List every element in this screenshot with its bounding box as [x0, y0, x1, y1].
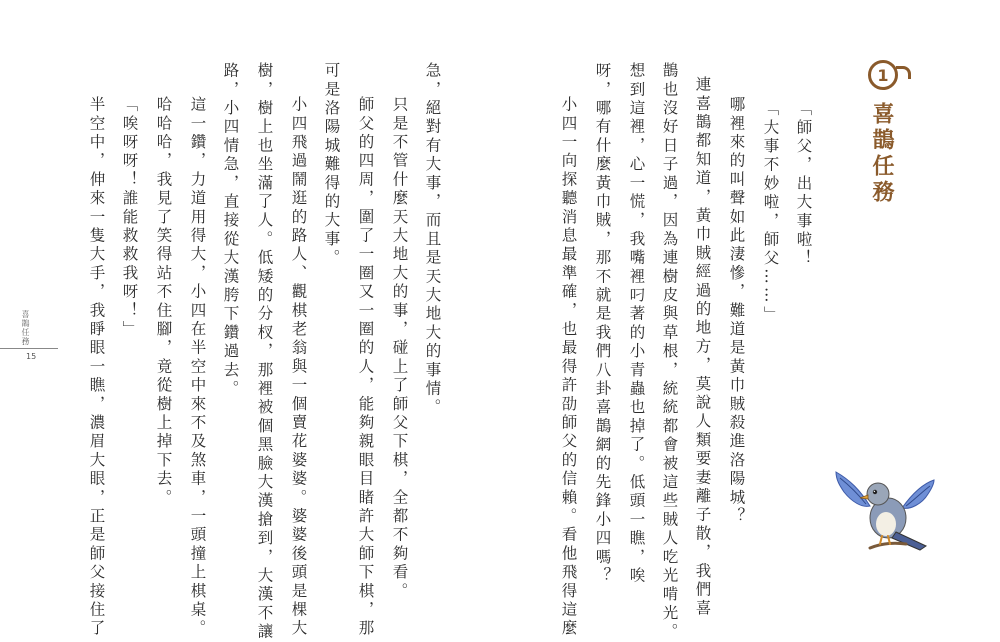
- text-column: 「大事不妙啦，師父……」: [761, 100, 780, 325]
- magpie-illustration: [830, 462, 942, 554]
- text-column: 樹，樹上也坐滿了人。低矮的分杈，那裡被個黑臉大漢搶到，大漢不讓: [255, 62, 274, 642]
- text-column: 師父的四周，圍了一圈又一圈的人，能夠親眼目睹許大師下棋，那: [356, 96, 375, 639]
- badge-tail: [896, 66, 911, 79]
- text-column: 路，小四情急，直接從大漢胯下鑽過去。: [221, 62, 240, 399]
- chapter-number-badge: 1: [868, 60, 898, 90]
- text-column: 連喜鵲都知道，黃巾賊經過的地方，莫說人類要妻離子散，我們喜: [693, 76, 712, 619]
- text-column: 急，絕對有大事，而且是天大地大的事情。: [423, 62, 442, 418]
- text-column: 小四一向探聽消息最準確，也最得許劭師父的信賴。看他飛得這麼: [559, 96, 578, 639]
- text-column: 半空中，伸來一隻大手，我睜眼一瞧，濃眉大眼，正是師父接住了: [87, 96, 106, 639]
- page-number: 15: [26, 352, 37, 361]
- text-column: 想到這裡，心一慌，我嘴裡叼著的小青蟲也掉了。低頭一瞧，唉: [627, 62, 646, 586]
- text-column: 呀，哪有什麼黃巾賊，那不就是我們八卦喜鵲網的先鋒小四嗎？: [593, 62, 612, 586]
- text-column: 可是洛陽城難得的大事。: [322, 62, 341, 268]
- text-column: 這一鑽，力道用得大，小四在半空中來不及煞車，一頭撞上棋桌。: [188, 96, 207, 639]
- text-column: 鵲也沒好日子過，因為連樹皮與草根，統統都會被這些賊人吃光啃光。: [660, 62, 679, 642]
- folio-divider: [0, 348, 58, 349]
- text-column: 只是不管什麼天大地大的事，碰上了師父下棋，全都不夠看。: [390, 96, 409, 601]
- text-column: 哈哈哈，我見了笑得站不住腳，竟從樹上掉下去。: [154, 96, 173, 508]
- chapter-title: 喜鵲任務: [869, 102, 894, 206]
- text-column: 小四飛過鬧逛的路人、觀棋老翁與一個賣花婆婆。婆婆後頭是棵大: [289, 96, 308, 639]
- text-column: 「唉呀呀！誰能救救我呀！」: [120, 96, 139, 340]
- text-column: 哪裡來的叫聲如此淒慘，難道是黃巾賊殺進洛陽城？: [727, 96, 746, 527]
- text-column: 「師父，出大事啦！: [794, 100, 813, 269]
- running-head: 喜鵲任務: [21, 310, 30, 346]
